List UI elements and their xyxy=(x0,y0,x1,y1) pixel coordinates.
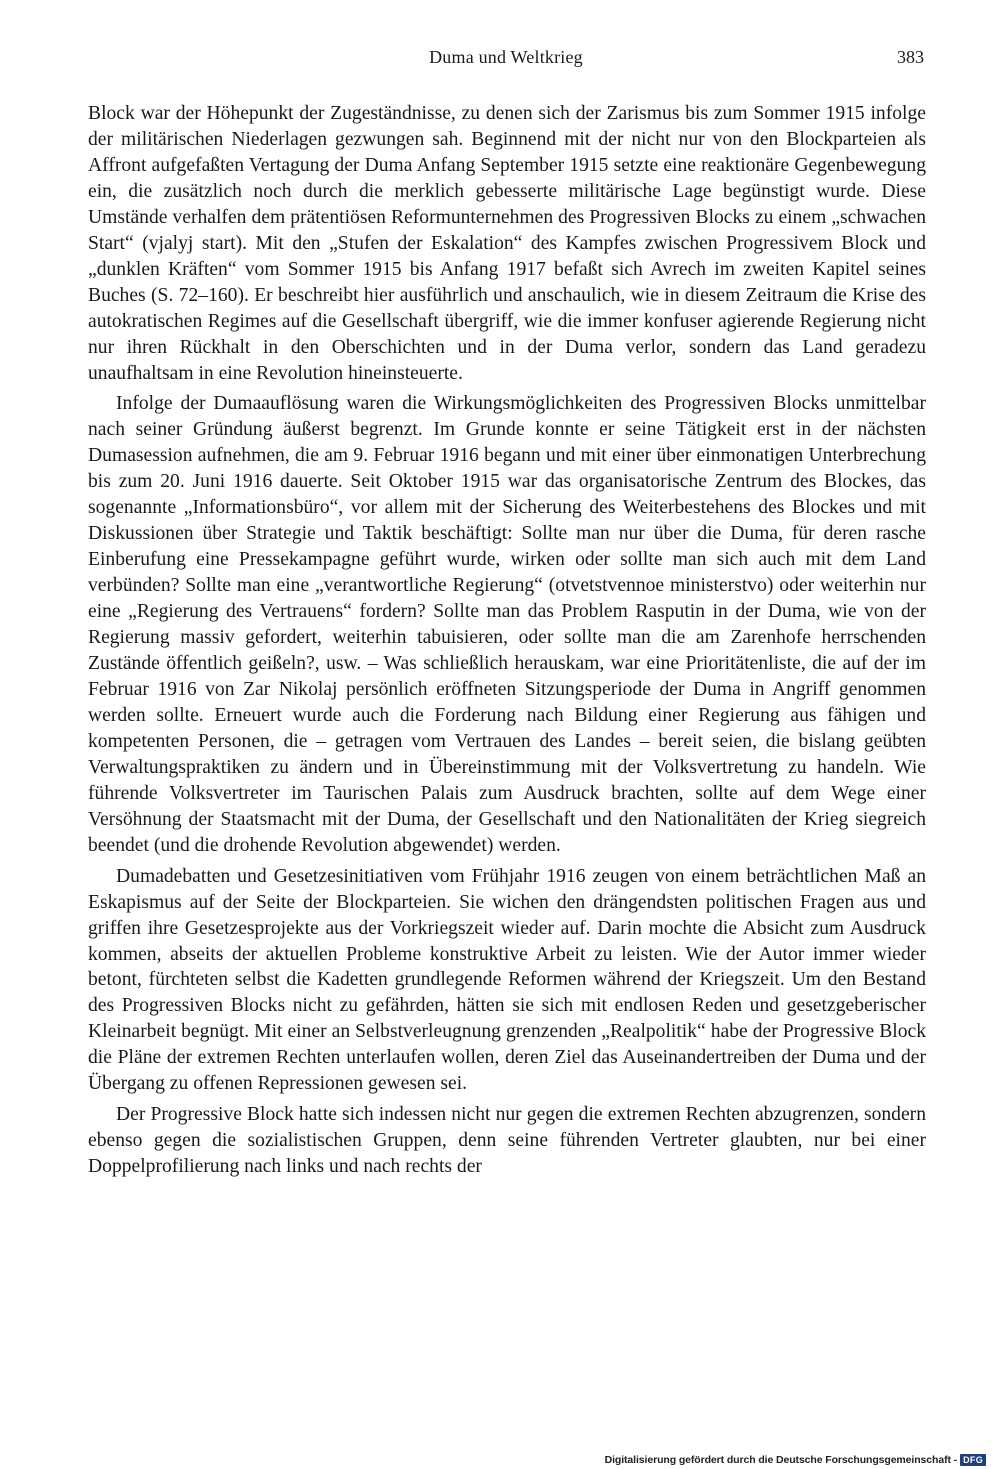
paragraph-4: Der Progressive Block hatte sich indessen nicht nur gegen die extremen Rechten abzugrenzen, sondern ebenso gegen die sozialistischen Gruppen, denn seine führenden Vertreter glaubten, nur bei einer Doppelprofilierung nach links und nach rechts der xyxy=(88,1104,926,1178)
paragraph-1: Block war der Höhepunkt der Zugeständnisse, zu denen sich der Zarismus bis zum Sommer 1915 infolge der militärischen Niederlagen gezwungen sah. Beginnend mit der nicht nur von den Blockparteien als Affront aufgefaßten Vertagung der Duma Anfang September 1915 setzte eine reaktionäre Gegenbewegung ein, die zusätzlich noch durch die merklich gebesserte militärische Lage begünstigt wurde. Diese Umstände verhalfen dem prätentiösen Reformunternehmen des Progressiven Blocks zu einem „schwachen Start“ (vjalyj start). Mit den „Stufen der Eskalation“ des Kampfes zwischen Progressivem Block und „dunklen Kräften“ vom Sommer 1915 bis Anfang 1917 befaßt sich Avrech im zweiten Kapitel seines Buches (S. 72–160). Er beschreibt hier ausführlich und anschaulich, wie in diesem Zeitraum die Krise des autokratischen Regimes auf die Gesellschaft übergriff, wie die immer konfuser agierende Regierung nicht nur ihren Rückhalt in den Oberschichten und in der Duma verlor, sondern das Land geradezu unaufhaltsam in eine Revolution hineinsteuerte. xyxy=(88,103,926,384)
dfg-logo: DFG xyxy=(960,1454,986,1466)
paragraph-3: Dumadebatten und Gesetzesinitiativen vom Frühjahr 1916 zeugen von einem beträchtlichen Maß an Eskapismus auf der Seite der Blockparteien. Sie wichen den drängendsten politischen Fragen aus und griffen ihre Gesetzesprojekte aus der Vorkriegszeit wieder auf. Darin mochte die Absicht zum Ausdruck kommen, abseits der aktuellen Probleme konstruktive Arbeit zu leisten. Wie der Autor immer wieder betont, fürchteten selbst die Kadetten grundlegende Reformen während der Kriegszeit. Um den Bestand des Progressiven Blocks nicht zu gefährden, hätten sie sich mit endlosen Reden und gesetzgeberischer Kleinarbeit begnügt. Mit einer an Selbstverleugnung grenzenden „Realpolitik“ habe der Progressive Block die Pläne der extremen Rechten unterlaufen wollen, deren Ziel das Auseinandertreiben der Duma und der Übergang zu offenen Repressionen gewesen sei. xyxy=(88,865,926,1095)
digitization-credit: Digitalisierung gefördert durch die Deutsche Forschungsgemeinschaft - xyxy=(604,1454,958,1466)
running-title: Duma und Weltkrieg xyxy=(429,47,583,67)
body-text xyxy=(88,101,926,1180)
page-header xyxy=(88,47,924,75)
paragraph-2: Infolge der Dumaauflösung waren die Wirkungsmöglichkeiten des Progressiven Blocks unmittelbar nach seiner Gründung äußerst begrenzt. Im Grunde konnte er seine Tätigkeit erst in der nächsten Dumasession aufnehmen, die am 9. Februar 1916 begann und mit einer über einmonatigen Unterbrechung bis zum 20. Juni 1916 dauerte. Seit Oktober 1915 war das organisatorische Zentrum des Blockes, das sogenannte „Informationsbüro“, vor allem mit der Sicherung des Weiterbestehens des Blockes und mit Diskussionen über Strategie und Taktik beschäftigt: Sollte man nur über die Duma, für deren rasche Einberufung eine Pressekampagne geführt wurde, wirken oder sollte man sich auch mit dem Land verbünden? Sollte man eine „verantwortliche Regierung“ (otvetstvennoe ministerstvo) oder weiterhin nur eine „Regierung des Vertrauens“ fordern? Sollte man das Problem Rasputin in der Duma, wie von der Regierung massiv gefordert, weiterhin tabuisieren, oder sollte man die am Zarenhofe herrschenden Zustände öffentlich geißeln?, usw. – Was schließlich herauskam, war eine Prioritätenliste, die auf der im Februar 1916 von Zar Nikolaj persönlich eröffneten Sitzungsperiode der Duma in Angriff genommen werden sollte. Erneuert wurde auch die Forderung nach Bildung einer Regierung aus fähigen und kompetenten Personen, die – getragen vom Vertrauen des Landes – bereit seien, die bislang geübten Verwaltungspraktiken zu ändern und in Übereinstimmung mit der Volksvertretung zu handeln. Wie führende Volksvertreter im Taurischen Palais zum Ausdruck brachten, sollte auf dem Wege einer Versöhnung der Staatsmacht mit der Duma, der Gesellschaft und den Nationalitäten der Krieg siegreich beendet (und die drohende Revolution abgewendet) werden. xyxy=(88,393,926,856)
digitization-footer xyxy=(605,1454,986,1466)
page-number: 383 xyxy=(897,47,924,67)
